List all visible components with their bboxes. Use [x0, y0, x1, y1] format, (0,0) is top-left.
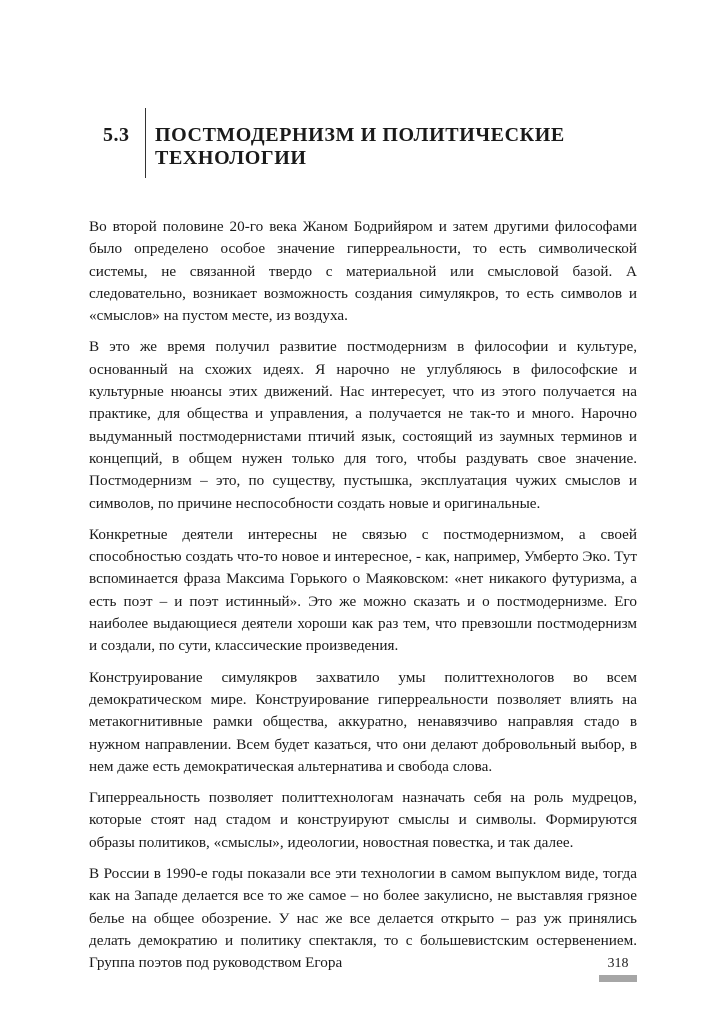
page-number: 318 — [607, 956, 629, 971]
paragraph-3: Конкретные деятели интересны не связью с постмодернизмом, а своей способностью создать что-то новое и интересное, - как, например, Умберто Эко. Тут вспоминается фраза Максима Горького о Маяковском: «нет никакого футуризма, а есть поэт – и поэт истинный». Это же можно сказать и о постмодернизме. Его наиболее выдающиеся деятели хороши как раз тем, что превзошли постмодернизм и создали, по сути, классические произведения. — [89, 525, 637, 655]
section-heading — [103, 108, 663, 178]
paragraph-6: В России в 1990-е годы показали все эти технологии в самом выпуклом виде, тогда как на Западе делается все то же самое – но более закулисно, не выставляя грязное белье на общее обозрение. У нас же все делается открыто – раз уж принялись делать демократию и политику спектакля, то с большевистским остервенением. Группа поэтов под руководством Егора — [89, 865, 637, 972]
paragraph-4: Конструирование симулякров захватило умы политтехнологов во всем демократическом мире. Конструирование гиперреальности позволяет влиять на метакогнитивные рамки общества, аккуратно, ненавязчиво направляя стадо в нужном направлении. Всем будет казаться, что они делают добровольный выбор, в нем даже есть демократическая альтернатива и свобода слова. — [89, 668, 637, 775]
heading-divider — [145, 108, 146, 178]
section-title-line-2: ТЕХНОЛОГИИ — [155, 147, 307, 169]
page-number-bar — [599, 975, 637, 982]
paragraph-2: В это же время получил развитие постмодернизм в философии и культуре, основанный на схожих идеях. Я нарочно не углубляюсь в философские и культурные нюансы этих движений. Нас интересует, что из этого получается на практике, для общества и управления, а получается не так-то и много. Нарочно выдуманный постмодернистами птичий язык, состоящий из заумных терминов и концепций, в общем нужен только для того, чтобы раздувать свое значение. Постмодернизм – это, по существу, пустышка, эксплуатация чужих смыслов и символов, по причине неспособности создать новые и оригинальные. — [89, 338, 637, 512]
paragraph-5: Гиперреальность позволяет политтехнологам назначать себя на роль мудрецов, которые стоят над стадом и конструируют смыслы и символы. Формируются образы политиков, «смыслы», идеологии, новостная повестка, и так далее. — [89, 789, 637, 851]
section-title-line-1: ПОСТМОДЕРНИЗМ И ПОЛИТИЧЕСКИЕ — [155, 124, 565, 146]
paragraph-1: Во второй половине 20-го века Жаном Бодрийяром и затем другими философами было определено особое значение гиперреальности, то есть символической системы, не связанной твердо с материальной или смысловой базой. А следовательно, возникает возможность создания симулякров, то есть символов и «смыслов» на пустом месте, из воздуха. — [89, 218, 637, 325]
section-title — [155, 124, 635, 170]
section-number: 5.3 — [103, 124, 130, 146]
body-text — [89, 216, 637, 984]
